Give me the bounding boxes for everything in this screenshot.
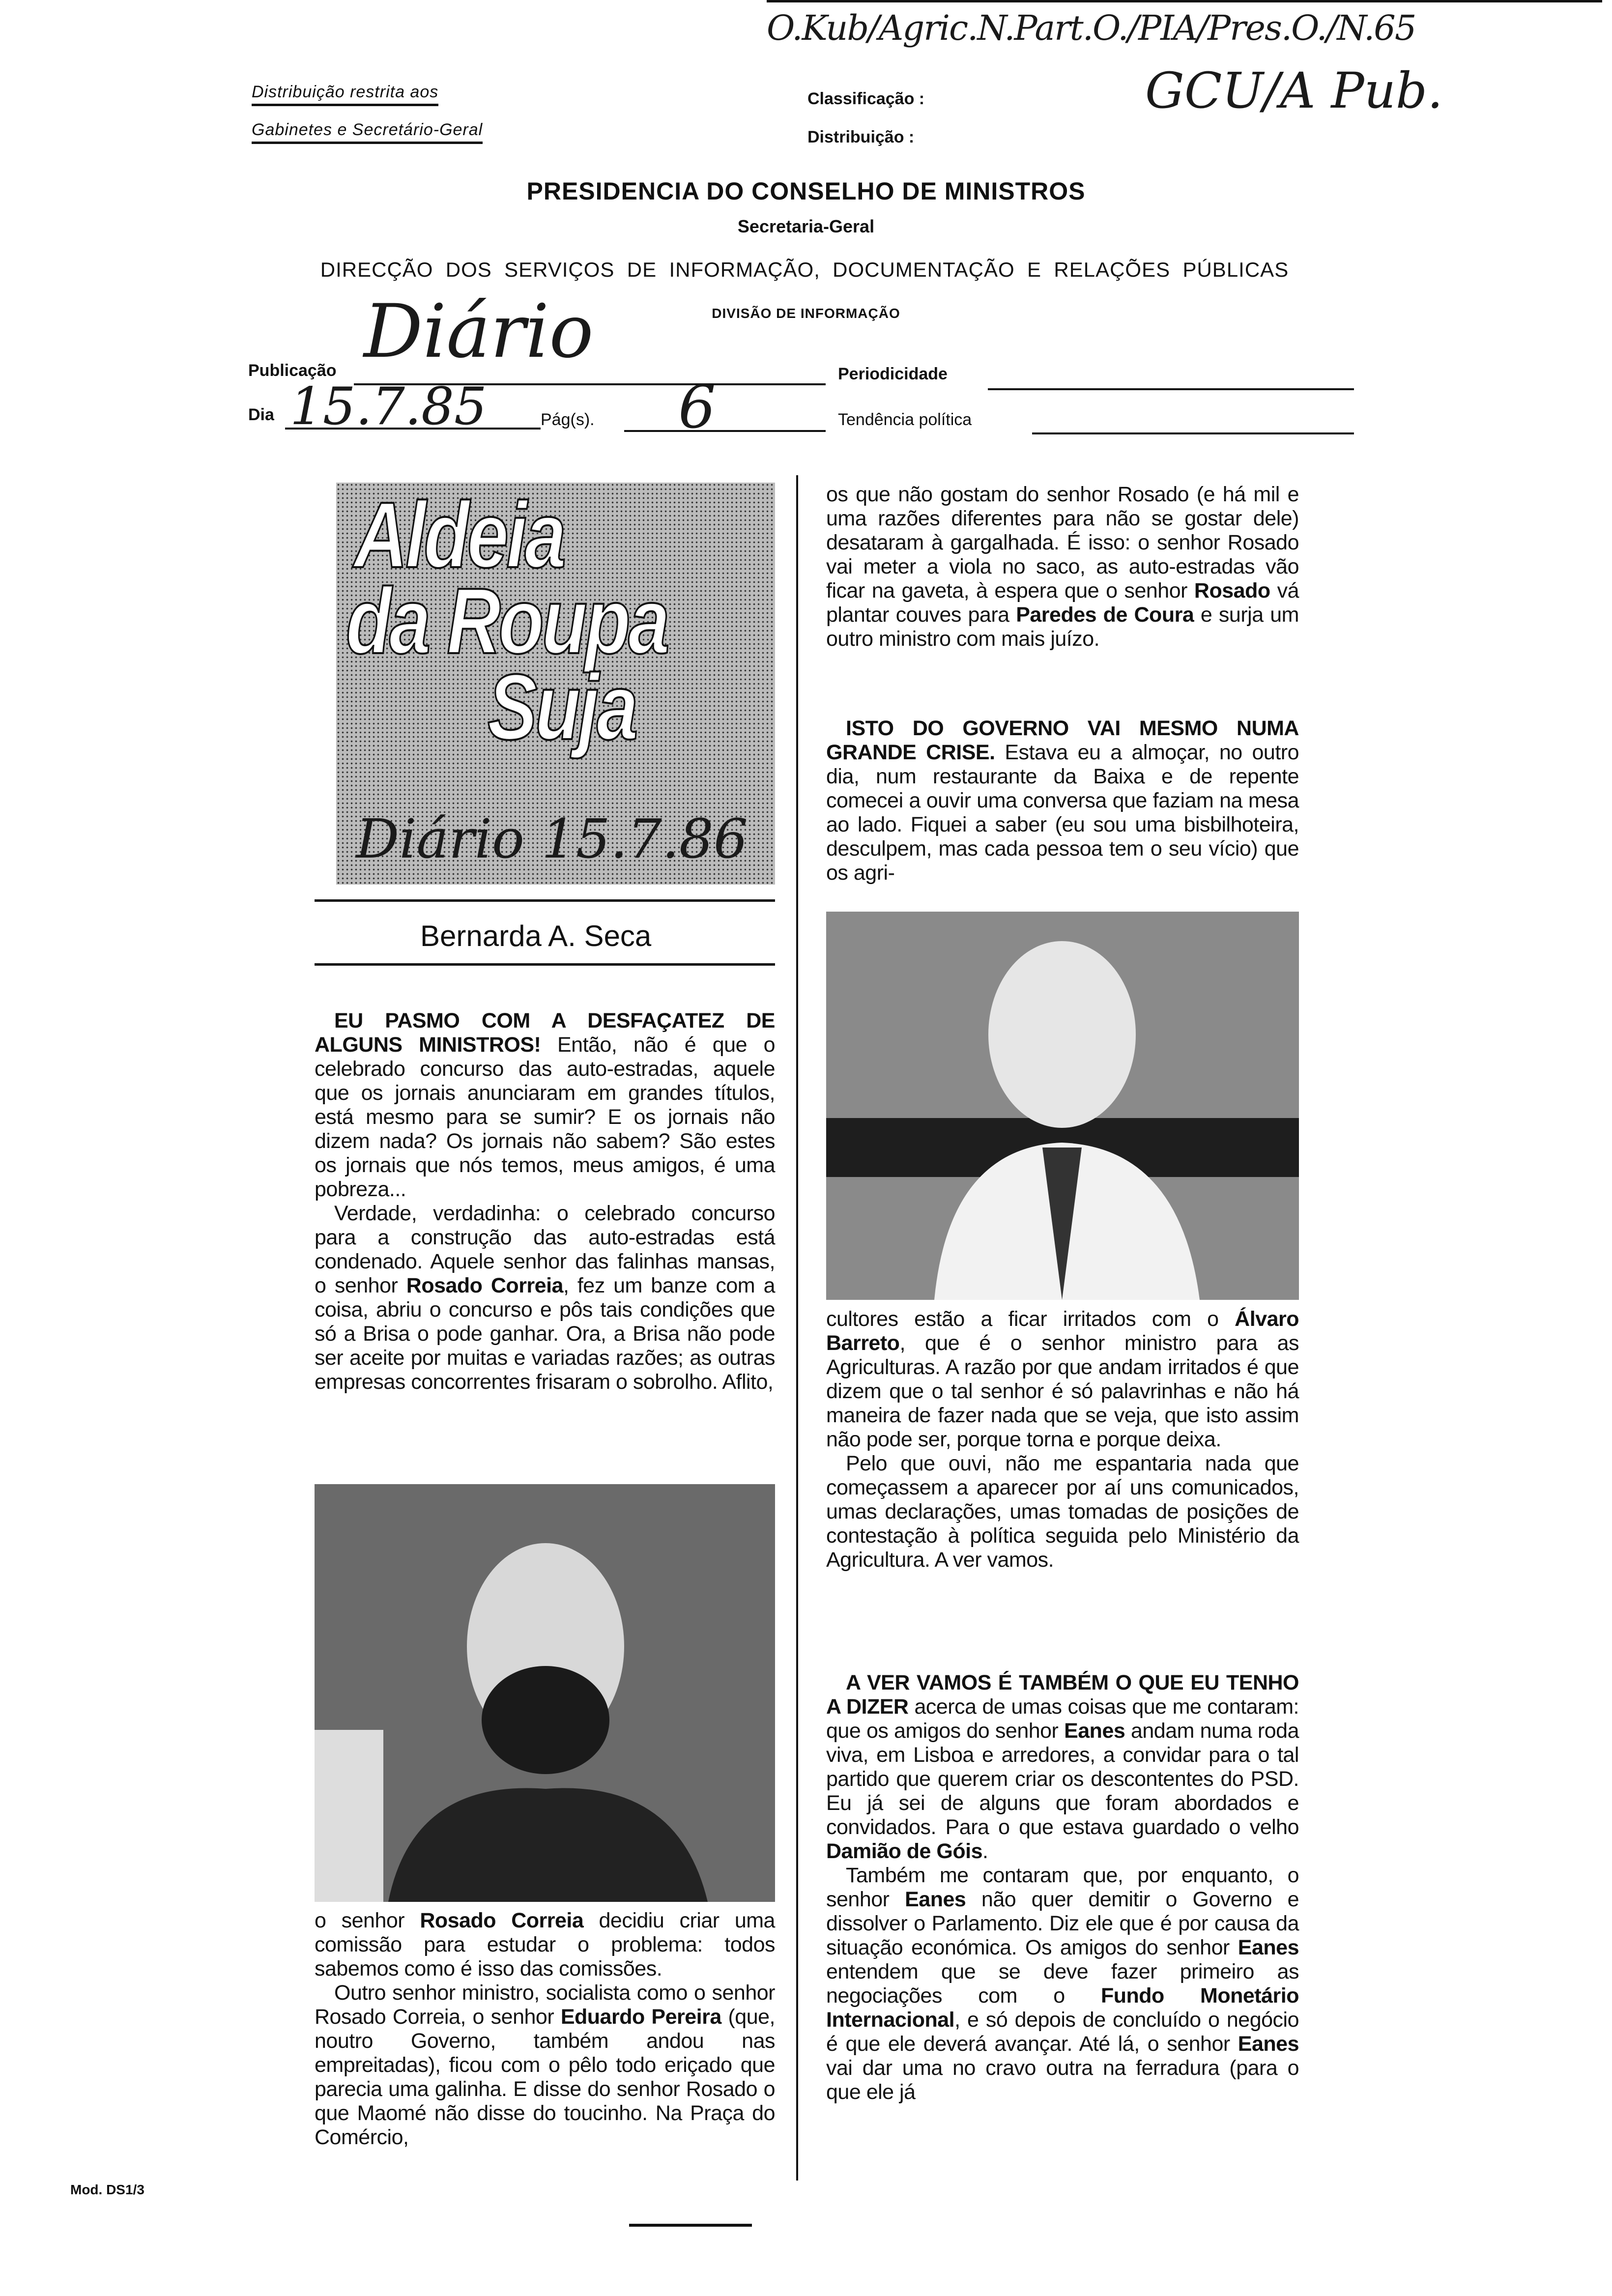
body-text: não quer demitir o Governo e dissolver o Parlamento. Diz ele que é por causa da situação económica. Os amigos do senhor <box>826 1888 1299 1959</box>
body-text: (que, noutro Governo, também andou nas empreitadas), ficou com o pêlo todo eriçado que parecia uma galinha. E disse do senhor Rosado o que Maomé não disse do toucinho. Na Praça do Comércio, <box>315 2005 775 2149</box>
distribution-label: Distribuição : <box>807 128 915 146</box>
portrait-silhouette-icon <box>826 912 1299 1300</box>
body-text: decidiu criar uma comissão para estudar o problema: todos sabemos como é isso das comissões. <box>315 1909 775 1980</box>
publication-label: Publicação <box>248 361 337 380</box>
portrait-silhouette-icon <box>315 1484 775 1902</box>
byline-rule-top <box>315 899 775 902</box>
article-paragraph <box>315 1981 775 2150</box>
article-paragraph <box>315 1202 775 1394</box>
article-paragraph <box>826 1864 1299 2104</box>
handwritten-routing-note: GCU/A Pub. <box>1145 62 1443 119</box>
handwritten-filing-note: O.Kub/Agric.N.Part.O./PIA/Pres.O./N.65 <box>767 8 1416 48</box>
photo-rosado-correia <box>315 1484 775 1902</box>
footer-rule <box>629 2224 752 2227</box>
column-title-line1: Aldeia <box>354 483 564 587</box>
article-right-after-photo <box>826 1307 1299 1572</box>
body-text: Pelo que ouvi, não me espantaria nada que começassem a aparecer por aí uns comunicados, umas declarações, umas tomadas de posições de contestação à política seguida pelo Ministério da Agricultura. A ver vamos. <box>826 1452 1299 1572</box>
periodicity-field <box>988 388 1354 390</box>
article-paragraph <box>315 1909 775 1981</box>
bold-lead-text: Paredes de Coura <box>1016 603 1194 627</box>
byline-rule-bottom <box>315 963 775 966</box>
body-text: , fez um banze com a coisa, abriu o concurso e pôs tais condições que só a Brisa o pode ganhar. Ora, a Brisa não pode ser aceite por muitas e variadas razões; as outras empresas concorrentes frisaram o sobrolho. Aflito, <box>315 1274 775 1394</box>
body-text: Verdade, verdadinha: o celebrado concurso para a construção das auto-estradas está condenado. Aquele senhor das falinhas mansas, o senhor <box>315 1202 775 1297</box>
article-paragraph <box>826 1452 1299 1572</box>
column-title-line3: Suja <box>488 655 636 759</box>
article-paragraph <box>826 717 1299 885</box>
bold-lead-text: Rosado Correia <box>420 1909 584 1932</box>
classification-label: Classificação : <box>807 89 925 108</box>
body-text: andam numa roda viva, em Lisboa e arredores, a convidar para o tal partido que querem criar os descontentes do PSD. Eu já sei de alguns que foram abordados e convidados. Para o que estava guardado o velho <box>826 1719 1299 1839</box>
photo-alvaro-barreto <box>826 912 1299 1300</box>
bold-lead-text: Eanes <box>1238 2032 1299 2056</box>
handwritten-publication: Diário <box>364 289 594 374</box>
article-left-top <box>315 1009 775 1394</box>
handwritten-date: 15.7.85 <box>290 376 487 436</box>
page-title: PRESIDENCIA DO CONSELHO DE MINISTROS <box>526 177 1086 205</box>
column-title-image <box>336 483 775 885</box>
bold-lead-text: Eanes <box>905 1888 966 1911</box>
body-text: vai dar uma no cravo outra na ferradura (para o que ele já <box>826 2056 1299 2104</box>
body-text: Estava eu a almoçar, no outro dia, num restaurante da Baixa e de repente comecei a ouvir uma conversa que faziam na mesa ao lado. Fiquei a saber (eu sou uma bisbilhoteira, desculpem, mas cada pessoa tem o seu vício) que os agri- <box>826 741 1299 885</box>
pages-field <box>624 430 826 432</box>
article-paragraph <box>826 1307 1299 1452</box>
periodicity-label: Periodicidade <box>838 365 948 383</box>
bold-lead-text: A VER VAMOS É TAMBÉM O QUE EU TENHO A DIZER <box>826 1671 1299 1719</box>
bold-lead-text: Rosado <box>1194 579 1270 603</box>
article-right-mid <box>826 717 1299 885</box>
article-paragraph <box>826 1671 1299 1864</box>
body-text: acerca de umas coisas que me contaram: que os amigos do senhor <box>826 1695 1299 1743</box>
body-text: vá plantar couves para <box>826 579 1299 627</box>
body-text: , que é o senhor ministro para as Agriculturas. A razão por que andam irritados é que dizem que o tal senhor é só palavrinhas e não há maneira de fazer nada que se veja, que isto assim não pode ser, porque torna e porque deixa. <box>826 1331 1299 1451</box>
bold-lead-text: Fundo Monetário Internacional <box>826 1984 1299 2032</box>
directorate-heading: DIRECÇÃO DOS SERVIÇOS DE INFORMAÇÃO, DOCUMENTAÇÃO E RELAÇÕES PÚBLICAS <box>320 258 1289 281</box>
article-paragraph <box>315 1009 775 1202</box>
column-divider <box>796 475 798 2181</box>
body-text: o senhor <box>315 1909 420 1932</box>
bold-lead-text: Rosado Correia <box>406 1274 563 1297</box>
division-heading: DIVISÃO DE INFORMAÇÃO <box>712 306 900 321</box>
handwritten-title-note: Diário 15.7.86 <box>356 807 748 870</box>
body-text: . <box>982 1839 988 1863</box>
bold-lead-text: Eanes <box>1064 1719 1125 1743</box>
top-edge-line <box>767 0 1602 2</box>
column-title-line2: da Roupa <box>346 569 668 673</box>
day-label: Dia <box>248 405 274 424</box>
body-text: os que não gostam do senhor Rosado (e há mil e uma razões diferentes para não se gostar dele) desataram à gargalhada. É isso: o senhor Rosado vai meter a viola no saco, as auto-estradas vão ficar na gaveta, à espera que o senhor <box>826 483 1299 603</box>
body-text: Então, não é que o celebrado concurso das auto-estradas, aquele que os jornais anunciaram em grandes títulos, está mesmo para se sumir? E os jornais não dizem nada? Os jornais não sabem? São estes os jornais que nós temos, meus amigos, é uma pobreza... <box>315 1033 775 1201</box>
bold-lead-text: EU PASMO COM A DESFAÇATEZ DE ALGUNS MINISTROS! <box>315 1009 775 1057</box>
secretariat-subtitle: Secretaria-Geral <box>737 216 875 236</box>
restricted-distribution-line2: Gabinetes e Secretário-Geral <box>252 120 483 144</box>
article-left-bottom <box>315 1909 775 2150</box>
political-tendency-field <box>1032 432 1354 434</box>
pages-label: Pág(s). <box>541 410 595 429</box>
bold-lead-text: Álvaro Barreto <box>826 1307 1299 1355</box>
political-tendency-label: Tendência política <box>838 410 972 429</box>
body-text: entendem que se deve fazer primeiro as negociações com o <box>826 1960 1299 2008</box>
article-right-bottom <box>826 1671 1299 2104</box>
byline: Bernarda A. Seca <box>420 919 652 952</box>
bold-lead-text: Eduardo Pereira <box>560 2005 721 2029</box>
body-text: cultores estão a ficar irritados com o <box>826 1307 1235 1331</box>
article-right-top <box>826 483 1299 651</box>
bold-lead-text: Damião de Góis <box>826 1839 982 1863</box>
body-text: Também me contaram que, por enquanto, o senhor <box>826 1864 1299 1911</box>
handwritten-page: 6 <box>678 373 716 442</box>
body-text: e surja um outro ministro com mais juízo. <box>826 603 1299 651</box>
article-paragraph <box>826 483 1299 651</box>
form-code: Mod. DS1/3 <box>70 2182 144 2197</box>
bold-lead-text: Eanes <box>1238 1936 1299 1959</box>
restricted-distribution-line1: Distribuição restrita aos <box>252 83 438 106</box>
body-text: Outro senhor ministro, socialista como o senhor Rosado Correia, o senhor <box>315 1981 775 2029</box>
bold-lead-text: ISTO DO GOVERNO VAI MESMO NUMA GRANDE CRISE. <box>826 717 1299 764</box>
body-text: , e só depois de concluído o negócio é que ele deverá avançar. Até lá, o senhor <box>826 2008 1299 2056</box>
